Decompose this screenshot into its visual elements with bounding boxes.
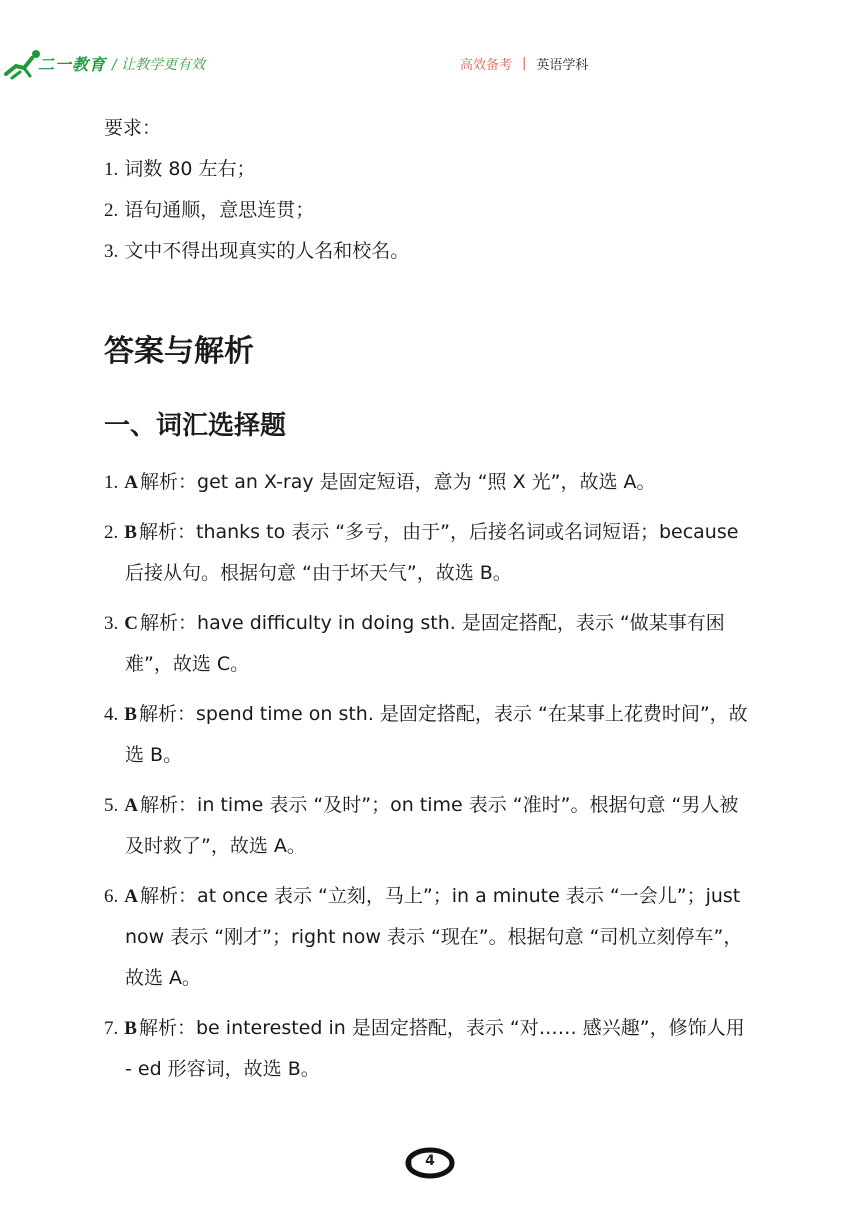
answer-number: 5. xyxy=(104,795,119,816)
brand-name: 二一教育 xyxy=(38,55,107,74)
page-header xyxy=(0,0,860,100)
answer-text: thanks to 表示 “多亏，由于”，后接名词或名词短语；because 后接从句。根据句意 “由于坏天气”，故选 B。 xyxy=(125,521,739,584)
answer-text: at once 表示 “立刻，马上”；in a minute 表示 “一会儿”；just now 表示 “刚才”；right now 表示 “现在”。根据句意 “司机立刻停车”，故选 A。 xyxy=(125,885,743,989)
answer-label: 解析： xyxy=(138,521,196,543)
answer-item xyxy=(104,603,754,685)
answer-item xyxy=(104,694,754,776)
answer-number: 3. xyxy=(104,613,119,634)
answer-number: 4. xyxy=(104,704,119,725)
answer-item xyxy=(104,462,754,503)
answer-text: in time 表示 “及时”；on time 表示 “准时”。根据句意 “男人被及时救了”，故选 A。 xyxy=(125,794,739,857)
answer-number: 2. xyxy=(104,522,119,543)
answer-label: 解析： xyxy=(138,1017,196,1039)
answer-text: be interested in 是固定搭配，表示 “对…… 感兴趣”，修饰人用 - ed 形容词，故选 B。 xyxy=(125,1017,745,1080)
requirement-text: 词数 80 左右； xyxy=(124,158,256,180)
answer-letter: A xyxy=(124,472,139,493)
requirements-block xyxy=(104,108,754,272)
header-right xyxy=(460,54,588,73)
answer-number: 6. xyxy=(104,886,119,907)
page-number: 4 xyxy=(425,1153,435,1169)
answer-item xyxy=(104,512,754,594)
requirement-text: 语句通顺，意思连贯； xyxy=(124,199,315,221)
answer-item xyxy=(104,876,754,999)
answer-letter: C xyxy=(124,613,139,634)
answer-text: spend time on sth. 是固定搭配，表示 “在某事上花费时间”，故选 B。 xyxy=(125,703,748,766)
answers-list xyxy=(104,462,754,1099)
answer-number: 1. xyxy=(104,472,119,493)
requirement-number: 2. xyxy=(104,200,119,221)
requirement-number: 1. xyxy=(104,159,119,180)
answer-letter: B xyxy=(124,1018,137,1039)
requirements-title: 要求： xyxy=(104,117,162,139)
answer-label: 解析： xyxy=(140,885,198,907)
brand-slogan: / 让教学更有效 xyxy=(112,57,206,73)
header-separator: | xyxy=(522,56,527,71)
answer-item xyxy=(104,1008,754,1090)
answer-letter: A xyxy=(124,795,139,816)
requirement-text: 文中不得出现真实的人名和校名。 xyxy=(124,240,410,262)
requirement-item xyxy=(104,231,754,272)
answer-item xyxy=(104,785,754,867)
answer-letter: B xyxy=(124,522,137,543)
answer-label: 解析： xyxy=(138,703,196,725)
header-subject: 英语学科 xyxy=(536,58,589,73)
requirement-number: 3. xyxy=(104,241,119,262)
header-exam-label: 高效备考 xyxy=(460,58,513,73)
requirement-item xyxy=(104,149,754,190)
answer-label: 解析： xyxy=(140,612,198,634)
requirement-item xyxy=(104,190,754,231)
answer-number: 7. xyxy=(104,1018,119,1039)
answer-text: have difficulty in doing sth. 是固定搭配，表示 “做某事有困难”，故选 C。 xyxy=(125,612,725,675)
answer-title: 答案与解析 xyxy=(104,334,254,369)
answer-text: get an X-ray 是固定短语，意为 “照 X 光”，故选 A。 xyxy=(197,471,656,493)
answer-letter: A xyxy=(124,886,139,907)
answer-label: 解析： xyxy=(140,794,198,816)
answer-letter: B xyxy=(124,704,137,725)
answer-label: 解析： xyxy=(140,471,198,493)
section-title: 一、词汇选择题 xyxy=(104,411,287,441)
